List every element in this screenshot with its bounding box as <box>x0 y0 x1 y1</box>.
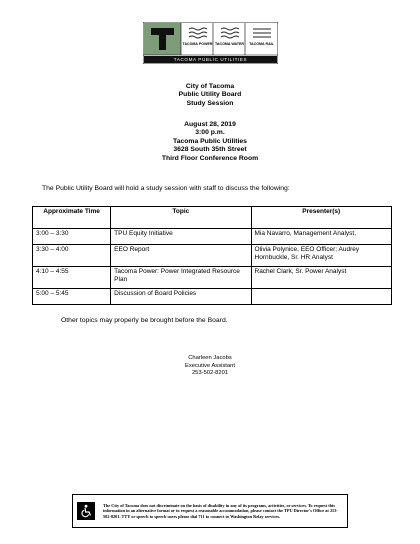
row-topic: Tacoma Power: Power Integrated Resource Plan <box>111 267 251 289</box>
tacoma-public-utilities-logo <box>143 22 278 64</box>
header-city: City of Tacoma <box>185 83 235 90</box>
logo-division-water: TACOMA WATER <box>214 42 245 46</box>
row-presenter: Mia Navarro, Management Analyst, <box>251 229 392 245</box>
row-topic: Discussion of Board Policies <box>111 289 251 305</box>
row-time: 4:10 – 4:55 <box>33 267 111 289</box>
meeting-time: 3:00 p.m. <box>195 129 225 137</box>
logo-division-rail: TACOMA RAIL <box>249 42 274 46</box>
header-session: Study Session <box>186 99 234 107</box>
row-topic: EEO Report <box>111 245 251 267</box>
intro-text: The Public Utility Board will hold a study session with staff to discuss the following: <box>42 185 290 192</box>
meeting-date: August 28, 2019 <box>184 121 236 128</box>
meeting-venue: Tacoma Public Utilities <box>173 137 247 145</box>
table-row <box>33 229 392 245</box>
row-time: 3:30 – 4:00 <box>33 245 111 267</box>
table-row <box>33 289 392 305</box>
header-time: Approximate Time <box>33 207 111 229</box>
other-topics-text: Other topics may properly be brought before the Board. <box>61 317 228 324</box>
meeting-header <box>0 83 420 108</box>
meeting-details <box>0 121 420 163</box>
signature-name: Charleen Jacobs <box>188 355 232 361</box>
signature-title: Executive Assistant <box>185 362 235 369</box>
signature-block <box>0 355 420 378</box>
row-time: 5:00 – 5:45 <box>33 289 111 305</box>
table-row <box>33 267 392 289</box>
meeting-room: Third Floor Conference Room <box>161 154 259 162</box>
header-topic: Topic <box>111 207 251 229</box>
row-presenter <box>251 289 392 305</box>
agenda-table <box>32 206 392 305</box>
logo-org-name: TACOMA PUBLIC UTILITIES <box>173 56 248 62</box>
logo-division-power: TACOMA POWER <box>182 42 213 46</box>
row-presenter: Olivia Polynice, EEO Officer; Audrey Hornbuckle, Sr. HR Analyst <box>251 245 392 267</box>
accessibility-notice <box>72 494 348 528</box>
header-board: Public Utility Board <box>178 91 242 99</box>
table-row <box>33 245 392 267</box>
row-presenter: Rachel Clark, Sr. Power Analyst <box>251 267 392 289</box>
signature-phone: 253-502-8201 <box>191 370 229 376</box>
header-presenters: Presenter(s) <box>251 207 392 229</box>
accessibility-notice-text: The City of Tacoma does not discriminate on the basis of disability in any of its programs, activities, or services. To request this information in an alternative format or to request a reasonable accommodation, please contact the TPU Director's Office at 253-502-8201. TTY or speech to speech users please dial 711 to connect to Washington Relay services. <box>103 502 338 519</box>
meeting-address: 3628 South 35th Street <box>173 146 247 154</box>
table-header-row <box>33 207 392 229</box>
wheelchair-accessibility-icon <box>77 502 95 520</box>
row-time: 3:00 – 3:30 <box>33 229 111 245</box>
row-topic: TPU Equity Initiative <box>111 229 251 245</box>
